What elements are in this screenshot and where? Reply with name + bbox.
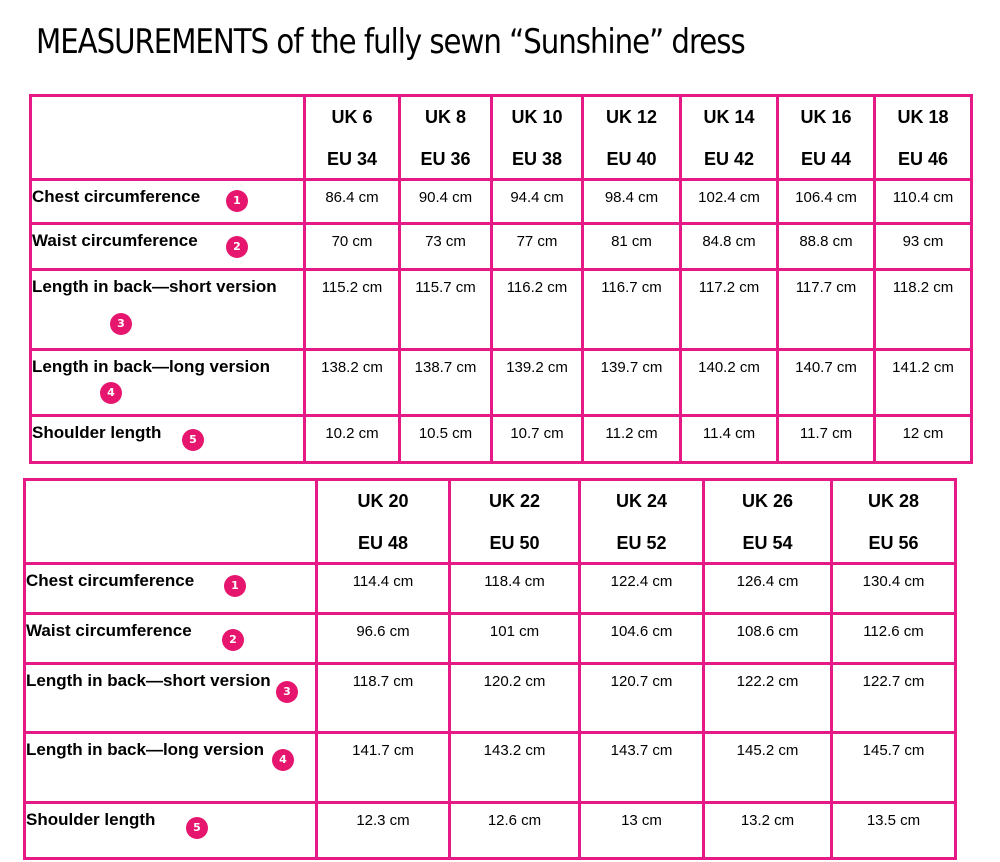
measurement-value: 139.2 cm [506, 359, 568, 376]
measurement-value-cell [875, 416, 972, 463]
size-eu-label: EU 50 [489, 532, 540, 553]
size-eu-label: EU 42 [703, 148, 755, 169]
measurement-value-cell [305, 224, 400, 270]
table-row [25, 614, 956, 664]
size-eu-label: EU 44 [800, 148, 852, 169]
measurement-value-cell [580, 803, 704, 859]
measurement-value-cell [400, 270, 492, 350]
row-label: Chest circumference [26, 571, 195, 590]
header-corner-cell [31, 96, 305, 180]
measurement-value-cell [450, 564, 580, 614]
size-eu-label: EU 56 [868, 532, 919, 553]
measurement-value-cell [450, 614, 580, 664]
measurement-value-cell [492, 224, 583, 270]
size-header [832, 480, 956, 564]
measurement-value: 118.7 cm [352, 673, 414, 690]
measurement-value-cell [681, 270, 778, 350]
measurement-value: 93 cm [902, 233, 944, 250]
measurement-value-cell [778, 224, 875, 270]
measurement-value: 130.4 cm [862, 573, 925, 590]
measurement-number-badge: 4 [272, 749, 294, 771]
measurement-value: 11.2 cm [605, 425, 658, 442]
measurement-value: 115.7 cm [415, 279, 476, 296]
measurement-value: 86.4 cm [325, 189, 379, 206]
measurement-value: 88.8 cm [799, 233, 853, 250]
measurement-value-cell [875, 270, 972, 350]
measurement-value: 126.4 cm [736, 573, 799, 590]
table-row [25, 564, 956, 614]
size-eu-label: EU 36 [420, 148, 471, 169]
measurement-value: 81 cm [611, 233, 652, 250]
measurement-value: 102.4 cm [698, 189, 760, 206]
measurement-value: 13 cm [621, 812, 662, 829]
size-eu-label: EU 52 [616, 532, 667, 553]
size-header [450, 480, 580, 564]
measurement-value: 118.2 cm [892, 279, 954, 296]
measurement-value: 143.2 cm [483, 742, 546, 759]
measurement-value: 120.7 cm [610, 673, 673, 690]
size-eu-label: EU 46 [897, 148, 949, 169]
measurement-value-cell [704, 614, 832, 664]
measurement-value-cell [704, 803, 832, 859]
measurement-value-cell [681, 180, 778, 224]
measurement-value-cell [317, 664, 450, 733]
size-eu-label: EU 34 [326, 148, 378, 169]
row-label-cell [25, 564, 317, 614]
measurement-value-cell [580, 564, 704, 614]
measurement-value-cell [832, 803, 956, 859]
measurement-value-cell [832, 564, 956, 614]
size-uk-label: UK 10 [511, 106, 563, 127]
measurement-value-cell [832, 614, 956, 664]
measurement-number-badge: 3 [110, 313, 132, 335]
measurement-value-cell [400, 416, 492, 463]
measurement-value: 115.2 cm [321, 279, 383, 296]
table-row [25, 664, 956, 733]
measurement-value-cell [875, 224, 972, 270]
size-header [583, 96, 681, 180]
measurement-value: 110.4 cm [892, 189, 954, 206]
row-label-cell [25, 614, 317, 664]
measurement-value-cell [681, 224, 778, 270]
row-label: Length in back—short version [26, 671, 271, 690]
measurement-value-cell [681, 350, 778, 416]
measurement-value: 12 cm [902, 425, 944, 442]
size-header [580, 480, 704, 564]
measurement-value-cell [305, 416, 400, 463]
size-eu-label: EU 54 [742, 532, 793, 553]
measurement-value-cell [400, 350, 492, 416]
size-uk-label: UK 14 [703, 106, 755, 127]
row-label-cell [25, 664, 317, 733]
measurement-value: 145.7 cm [862, 742, 925, 759]
table-row [31, 224, 972, 270]
size-uk-label: UK 18 [897, 106, 949, 127]
row-label-cell [31, 270, 305, 350]
measurement-value: 11.7 cm [799, 425, 853, 442]
measurement-value-cell [704, 733, 832, 803]
measurement-value-cell [583, 224, 681, 270]
measurement-value: 11.4 cm [702, 425, 756, 442]
measurement-value-cell [450, 664, 580, 733]
measurement-value-cell [317, 803, 450, 859]
measurement-value-cell [832, 664, 956, 733]
measurement-value-cell [583, 180, 681, 224]
table-row [25, 733, 956, 803]
measurement-value: 94.4 cm [510, 189, 564, 206]
measurements-table-uk6-uk18 [29, 94, 973, 464]
measurement-value: 12.6 cm [487, 812, 542, 829]
measurement-value: 140.2 cm [698, 359, 760, 376]
measurement-value-cell [492, 270, 583, 350]
row-label-cell [25, 733, 317, 803]
measurement-number-badge: 2 [226, 236, 248, 258]
measurement-value: 122.2 cm [736, 673, 799, 690]
measurement-value: 118.4 cm [484, 573, 545, 590]
measurement-value-cell [317, 733, 450, 803]
size-uk-label: UK 16 [800, 106, 852, 127]
size-header [778, 96, 875, 180]
row-label-cell [25, 803, 317, 859]
measurement-value: 120.2 cm [483, 673, 546, 690]
measurement-value: 141.7 cm [352, 742, 414, 759]
row-label-cell [31, 350, 305, 416]
measurement-value: 116.7 cm [601, 279, 662, 296]
size-eu-label: EU 38 [511, 148, 563, 169]
measurement-value-cell [492, 350, 583, 416]
measurement-value: 138.2 cm [321, 359, 383, 376]
measurement-value-cell [400, 224, 492, 270]
size-eu-label: EU 48 [357, 532, 409, 553]
table-row [31, 180, 972, 224]
size-header [875, 96, 972, 180]
size-uk-label: UK 22 [488, 490, 541, 511]
measurement-value: 12.3 cm [356, 812, 410, 829]
size-uk-label: UK 6 [331, 106, 373, 127]
size-uk-label: UK 12 [605, 106, 658, 127]
measurement-value-cell [580, 614, 704, 664]
size-header [305, 96, 400, 180]
size-header [492, 96, 583, 180]
size-uk-label: UK 24 [615, 490, 668, 511]
measurement-number-badge: 1 [224, 575, 246, 597]
measurement-value: 117.2 cm [698, 279, 760, 296]
measurement-value-cell [400, 180, 492, 224]
measurement-number-badge: 2 [222, 629, 244, 651]
measurement-number-badge: 5 [186, 817, 208, 839]
measurement-value: 101 cm [489, 623, 540, 640]
measurement-number-badge: 4 [100, 382, 122, 404]
measurement-value-cell [704, 664, 832, 733]
measurement-value-cell [875, 350, 972, 416]
measurement-value-cell [704, 564, 832, 614]
measurement-value: 108.6 cm [736, 623, 799, 640]
measurement-value: 70 cm [331, 233, 373, 250]
measurement-value-cell [875, 180, 972, 224]
measurement-value: 116.2 cm [506, 279, 568, 296]
measurement-value: 145.2 cm [736, 742, 799, 759]
measurement-value-cell [778, 350, 875, 416]
measurement-number-badge: 5 [182, 429, 204, 451]
header-corner-cell [25, 480, 317, 564]
measurement-value-cell [681, 416, 778, 463]
row-label: Shoulder length [32, 423, 162, 442]
measurement-value: 96.6 cm [356, 623, 410, 640]
measurement-number-badge: 3 [276, 681, 298, 703]
measurement-value-cell [450, 733, 580, 803]
measurement-value-cell [778, 270, 875, 350]
row-label: Length in back—short version [32, 277, 277, 296]
measurement-value: 73 cm [425, 233, 466, 250]
measurement-value: 112.6 cm [863, 623, 924, 640]
measurement-value-cell [317, 614, 450, 664]
row-label: Length in back—long version [26, 740, 265, 759]
row-label: Waist circumference [26, 621, 192, 640]
size-header [681, 96, 778, 180]
table-row [25, 803, 956, 859]
measurement-value: 13.2 cm [740, 812, 795, 829]
measurement-value: 104.6 cm [610, 623, 673, 640]
measurement-value: 140.7 cm [795, 359, 857, 376]
size-header [317, 480, 450, 564]
measurement-value-cell [778, 416, 875, 463]
measurement-value: 143.7 cm [610, 742, 673, 759]
measurement-value-cell [305, 180, 400, 224]
measurement-value-cell [492, 416, 583, 463]
table-row [31, 350, 972, 416]
row-label-cell [31, 180, 305, 224]
measurement-value: 114.4 cm [352, 573, 414, 590]
table-row [31, 270, 972, 350]
measurement-value: 10.5 cm [418, 425, 473, 442]
measurement-value-cell [778, 180, 875, 224]
size-uk-label: UK 8 [424, 106, 466, 127]
measurement-value: 138.7 cm [414, 359, 477, 376]
measurement-value-cell [450, 803, 580, 859]
measurement-value: 117.7 cm [795, 279, 857, 296]
measurement-value-cell [305, 350, 400, 416]
size-uk-label: UK 20 [357, 490, 409, 511]
measurement-value: 10.2 cm [325, 425, 379, 442]
measurement-value: 141.2 cm [892, 359, 954, 376]
measurement-value-cell [317, 564, 450, 614]
measurement-value-cell [583, 416, 681, 463]
measurement-value: 139.7 cm [600, 359, 663, 376]
row-label: Length in back—long version [32, 357, 271, 376]
row-label: Waist circumference [32, 231, 198, 250]
measurement-value-cell [583, 270, 681, 350]
size-eu-label: EU 40 [606, 148, 657, 169]
measurement-value: 122.4 cm [610, 573, 673, 590]
row-label-cell [31, 224, 305, 270]
measurements-table-uk20-uk28 [23, 478, 957, 860]
size-uk-label: UK 28 [867, 490, 920, 511]
page-title: MEASUREMENTS of the fully sewn “Sunshine” dress [36, 22, 745, 62]
size-header [400, 96, 492, 180]
size-header [704, 480, 832, 564]
measurement-value: 10.7 cm [510, 425, 564, 442]
measurement-value: 13.5 cm [866, 812, 921, 829]
measurement-number-badge: 1 [226, 190, 248, 212]
measurement-value: 106.4 cm [795, 189, 857, 206]
measurement-value: 90.4 cm [418, 189, 473, 206]
measurement-value-cell [305, 270, 400, 350]
measurement-value: 77 cm [516, 233, 558, 250]
measurement-value: 122.7 cm [862, 673, 925, 690]
measurement-value-cell [492, 180, 583, 224]
measurement-value-cell [580, 664, 704, 733]
measurement-value: 98.4 cm [604, 189, 659, 206]
row-label-cell [31, 416, 305, 463]
measurement-value-cell [580, 733, 704, 803]
row-label: Shoulder length [26, 810, 156, 829]
measurement-value-cell [832, 733, 956, 803]
measurement-value-cell [583, 350, 681, 416]
table-row [31, 416, 972, 463]
row-label: Chest circumference [32, 187, 201, 206]
measurement-value: 84.8 cm [702, 233, 756, 250]
size-uk-label: UK 26 [741, 490, 794, 511]
